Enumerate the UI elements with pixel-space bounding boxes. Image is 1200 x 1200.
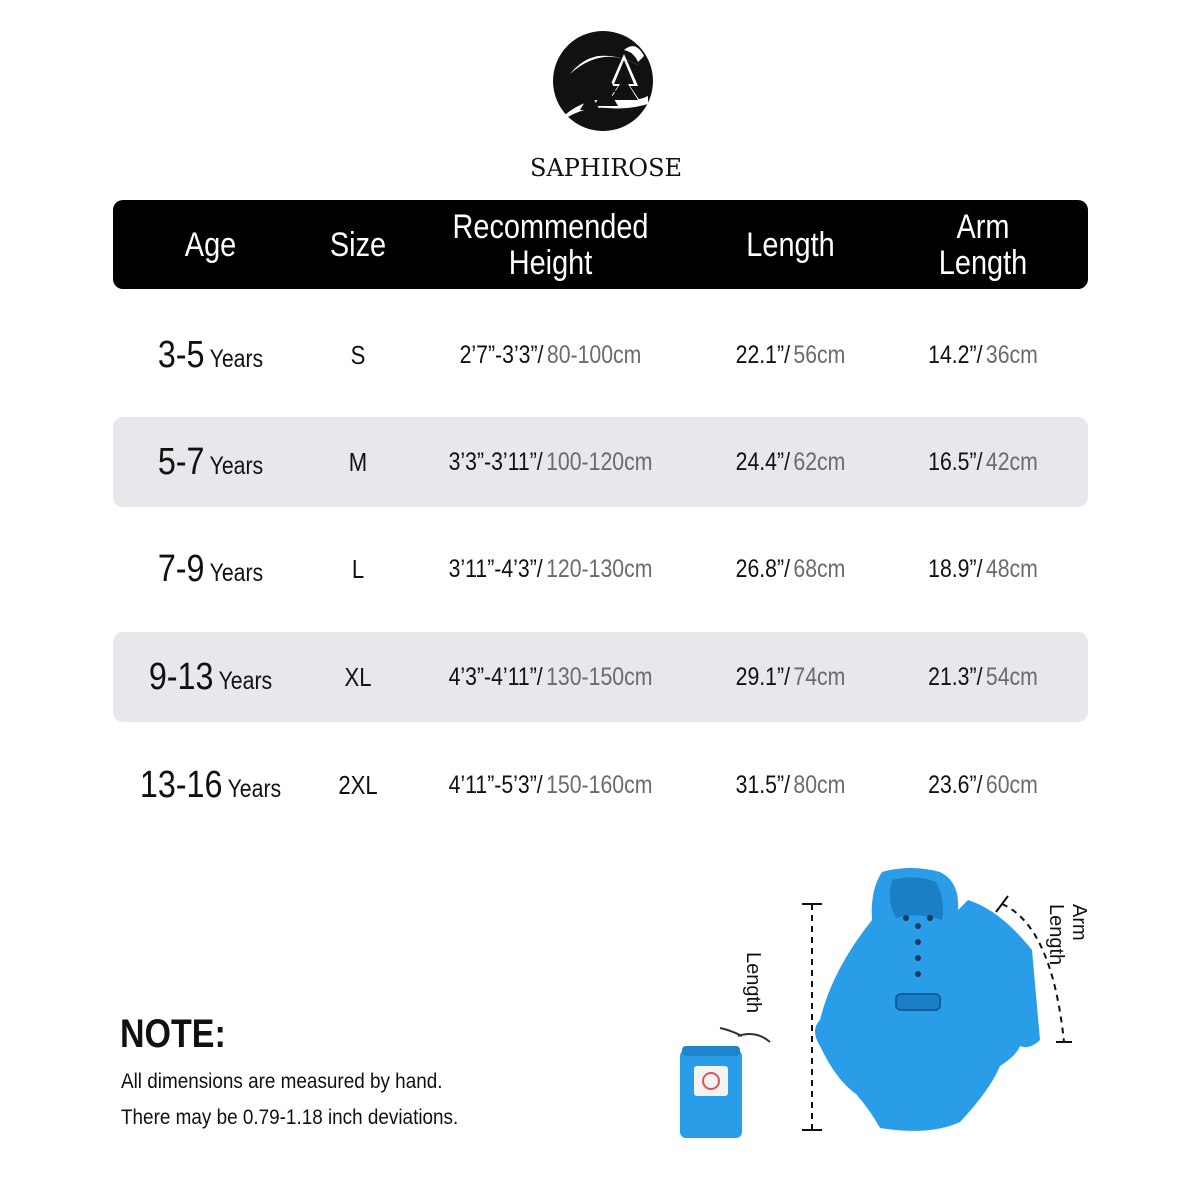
arm-imperial: 14.2”/ xyxy=(928,340,983,369)
length-cell xyxy=(720,524,860,614)
length-metric: 80cm xyxy=(793,770,846,799)
height-metric: 100-120cm xyxy=(546,447,653,476)
poncho-illustration xyxy=(660,860,1100,1160)
age-cell xyxy=(145,310,277,400)
arm-cell xyxy=(911,310,1056,400)
height-imperial: 4’11”-5’3”/ xyxy=(448,770,543,799)
age-unit: Years xyxy=(227,774,282,803)
arm-length-label: Arm Length xyxy=(1045,904,1090,966)
length-measure-icon xyxy=(802,904,822,1130)
mountain-tree-icon xyxy=(548,26,658,136)
height-cell xyxy=(434,740,668,830)
size-cell: XL xyxy=(344,661,372,692)
height-metric: 80-100cm xyxy=(546,340,642,369)
height-imperial: 3’11”-4’3”/ xyxy=(448,554,543,583)
age-unit: Years xyxy=(209,451,264,480)
arm-metric: 42cm xyxy=(985,447,1038,476)
height-imperial: 2’7”-3’3”/ xyxy=(459,340,544,369)
header-arm-line1: Arm xyxy=(956,207,1010,246)
age-cell xyxy=(145,524,277,614)
header-age: Age xyxy=(184,225,237,264)
header-arm-line2: Length xyxy=(938,243,1028,282)
age-unit: Years xyxy=(209,558,264,587)
arm-metric: 48cm xyxy=(985,554,1038,583)
table-row xyxy=(113,740,1088,830)
arm-cell xyxy=(911,417,1056,507)
size-cell: M xyxy=(348,446,368,477)
age-cell xyxy=(139,740,282,830)
header-height-line1: Recommended xyxy=(452,207,649,246)
age-unit: Years xyxy=(218,666,273,695)
arm-imperial: 21.3”/ xyxy=(928,662,983,691)
poncho-icon xyxy=(660,860,1100,1160)
pouch-bag-icon xyxy=(680,1028,770,1138)
height-imperial: 3’3”-3’11”/ xyxy=(448,447,543,476)
poncho-body-icon xyxy=(815,868,1040,1131)
table-header xyxy=(113,200,1088,289)
length-metric: 56cm xyxy=(793,340,846,369)
table-row xyxy=(113,632,1088,722)
length-imperial: 24.4”/ xyxy=(735,447,790,476)
arm-metric: 36cm xyxy=(985,340,1038,369)
brand-name: SAPHIROSE xyxy=(530,154,683,182)
age-cell xyxy=(145,417,277,507)
length-label: Length xyxy=(742,952,764,1014)
height-cell xyxy=(434,632,668,722)
height-metric: 120-130cm xyxy=(546,554,653,583)
length-cell xyxy=(720,417,860,507)
height-cell xyxy=(434,524,668,614)
arm-metric: 54cm xyxy=(985,662,1038,691)
brand-logo xyxy=(530,22,683,182)
length-imperial: 29.1”/ xyxy=(735,662,790,691)
header-height-line2: Height xyxy=(508,243,593,282)
height-imperial: 4’3”-4’11”/ xyxy=(448,662,543,691)
height-cell xyxy=(434,417,668,507)
height-metric: 150-160cm xyxy=(546,770,653,799)
length-cell xyxy=(720,310,860,400)
table-row xyxy=(113,417,1088,507)
note-line-1: All dimensions are measured by hand. xyxy=(121,1070,443,1093)
length-imperial: 31.5”/ xyxy=(735,770,790,799)
length-metric: 74cm xyxy=(793,662,846,691)
length-metric: 62cm xyxy=(793,447,846,476)
age-cell xyxy=(145,632,277,722)
age-range: 5-7 xyxy=(157,440,205,483)
header-arm-length xyxy=(911,200,1056,289)
arm-imperial: 23.6”/ xyxy=(928,770,983,799)
age-range: 9-13 xyxy=(148,655,214,698)
arm-imperial: 18.9”/ xyxy=(928,554,983,583)
table-row xyxy=(113,524,1088,614)
header-recommended-height xyxy=(434,200,668,289)
size-cell: L xyxy=(351,553,365,584)
length-imperial: 26.8”/ xyxy=(735,554,790,583)
length-metric: 68cm xyxy=(793,554,846,583)
arm-cell xyxy=(911,740,1056,830)
arm-cell xyxy=(911,632,1056,722)
header-size: Size xyxy=(329,225,387,264)
note-line-2: There may be 0.79-1.18 inch deviations. xyxy=(121,1106,459,1129)
height-metric: 130-150cm xyxy=(546,662,653,691)
size-cell: 2XL xyxy=(338,769,378,800)
header-length: Length xyxy=(746,225,835,264)
table-row xyxy=(113,310,1088,400)
age-range: 3-5 xyxy=(157,333,205,376)
height-cell xyxy=(434,310,668,400)
arm-metric: 60cm xyxy=(985,770,1038,799)
age-range: 13-16 xyxy=(139,763,223,806)
age-unit: Years xyxy=(209,344,264,373)
length-cell xyxy=(720,740,860,830)
size-cell: S xyxy=(350,339,366,370)
length-cell xyxy=(720,632,860,722)
note-title: NOTE: xyxy=(120,1012,226,1056)
arm-imperial: 16.5”/ xyxy=(928,447,983,476)
age-range: 7-9 xyxy=(157,547,205,590)
length-imperial: 22.1”/ xyxy=(735,340,790,369)
arm-cell xyxy=(911,524,1056,614)
